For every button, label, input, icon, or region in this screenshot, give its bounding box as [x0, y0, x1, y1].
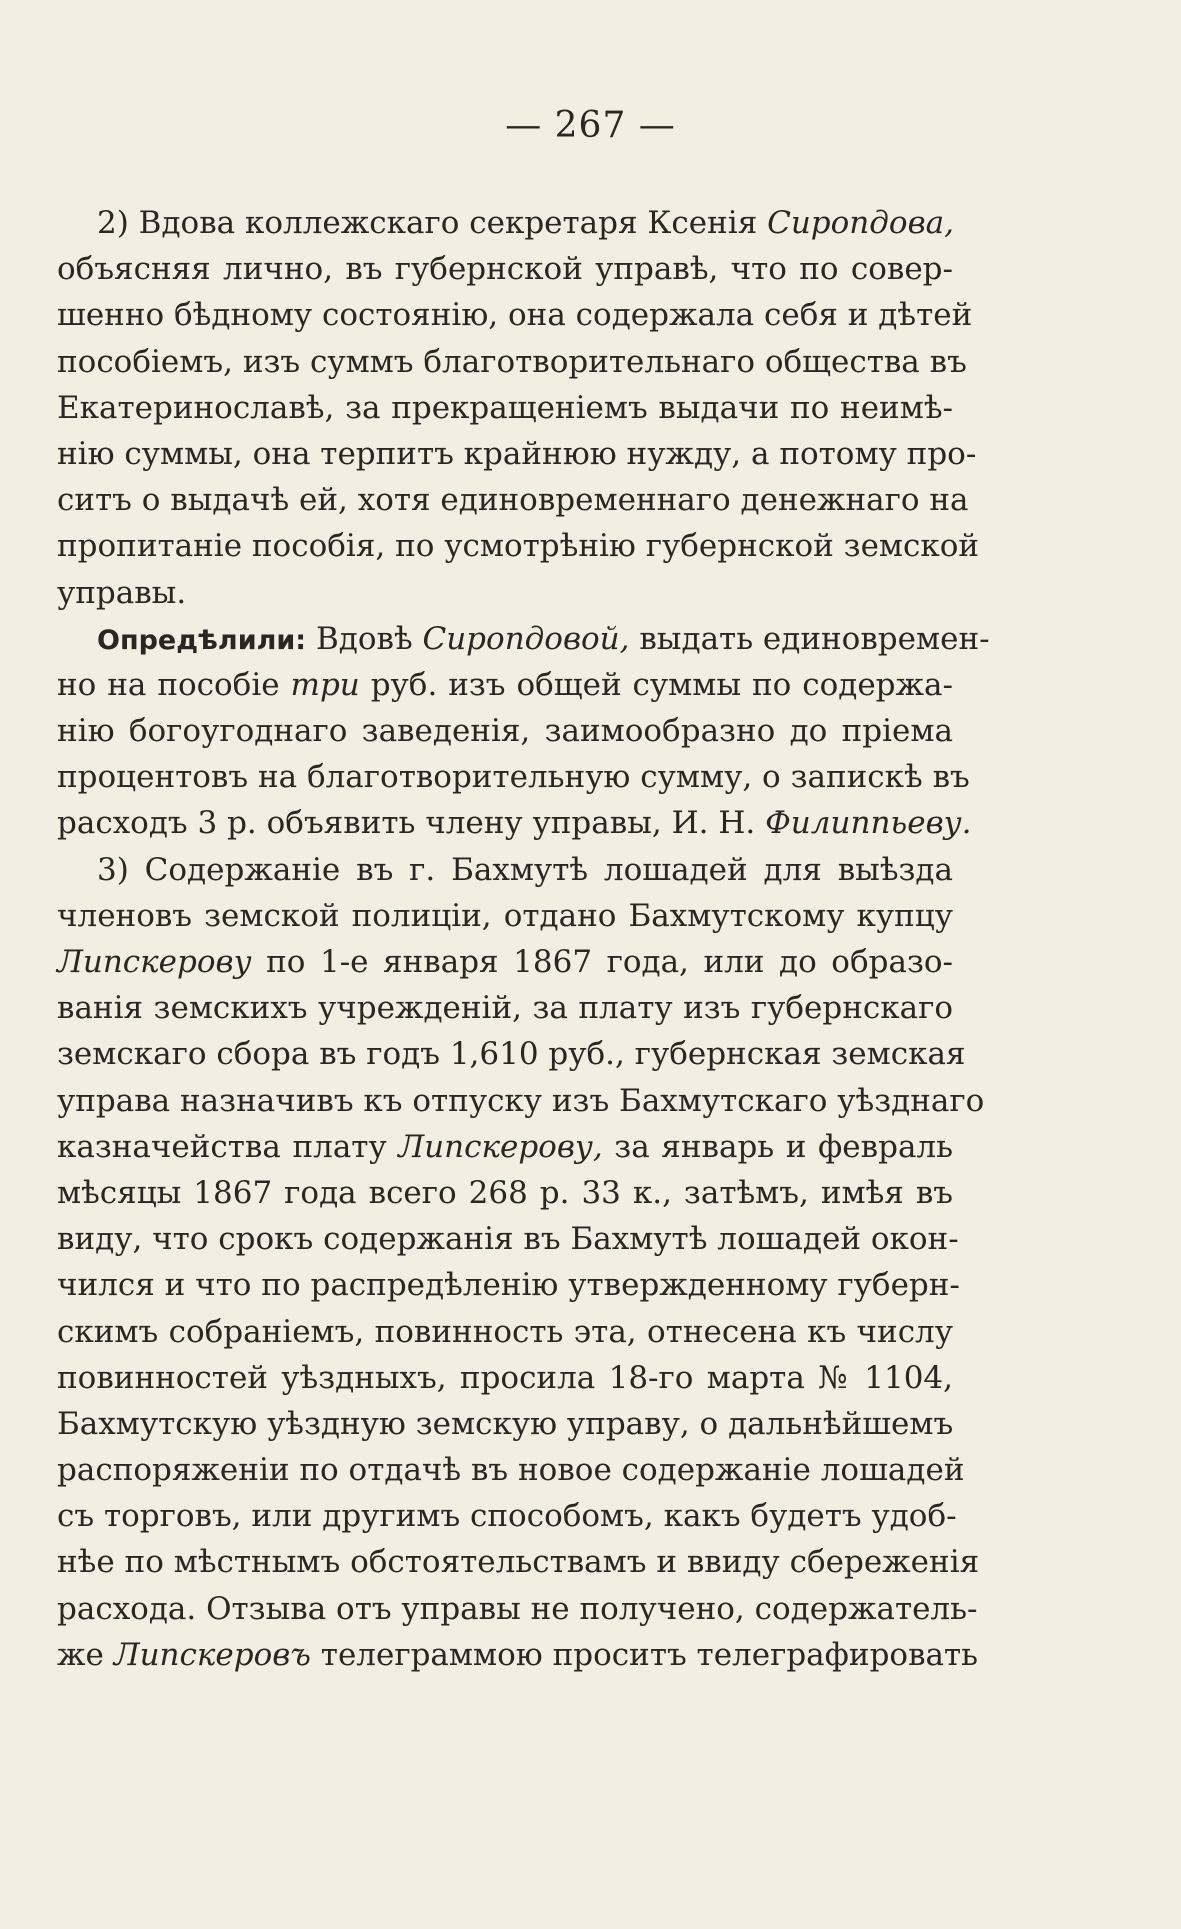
text-line: Липскерову по 1-е января 1867 года, или до образо-: [57, 944, 953, 980]
text-line: объясняя лично, въ губернской управѣ, что по совер-: [57, 251, 953, 288]
resolution-line: Опредѣлили: Вдовѣ Сиропдовой, выдать единовремен-: [97, 620, 990, 657]
text-line: пропитаніе пособія, по усмотрѣнію губернской земской: [57, 528, 980, 565]
text-line: членовъ земской полиціи, отдано Бахмутскому купцу: [57, 897, 953, 934]
text-line: расхода. Отзыва отъ управы не получено, содержатель-: [57, 1590, 978, 1627]
text-line: Екатеринославѣ, за прекращеніемъ выдачи по неимѣ-: [57, 389, 953, 426]
text-line: нію суммы, она терпитъ крайнюю нужду, а потому про-: [57, 435, 977, 472]
text-line: виду, что срокъ содержанія въ Бахмутѣ лошадей окон-: [57, 1221, 959, 1258]
text-line: повинностей уѣздныхъ, просила 18-го марта № 1104,: [57, 1359, 953, 1396]
resolution-heading: Опредѣлили:: [97, 624, 307, 656]
text-line: 3) Содержаніе въ г. Бахмутѣ лошадей для выѣзда: [97, 851, 953, 888]
text-line: мѣсяцы 1867 года всего 268 р. 33 к., затѣмъ, имѣя въ: [57, 1174, 953, 1211]
text-line: пособіемъ, изъ суммъ благотворительнаго общества въ: [57, 343, 967, 380]
text-line: шенно бѣдному состоянію, она содержала себя и дѣтей: [57, 297, 973, 334]
text-line: управы.: [57, 574, 187, 611]
text-line: нію богоугоднаго заведенія, заимообразно до пріема: [57, 713, 953, 750]
text-line: чился и что по распредѣленію утвержденному губерн-: [57, 1267, 960, 1304]
text-line: 2) Вдова коллежскаго секретаря Ксенія Сиропдова,: [97, 205, 954, 241]
text-line: съ торговъ, или другимъ способомъ, какъ будетъ удоб-: [57, 1498, 957, 1535]
text-line: управа назначивъ къ отпуску изъ Бахмутскаго уѣзднаго: [57, 1082, 985, 1119]
text-line: процентовъ на благотворительную сумму, о запискѣ въ: [57, 759, 970, 796]
text-line: распоряженіи по отдачѣ въ новое содержаніе лошадей: [57, 1452, 965, 1489]
text-line: скимъ собраніемъ, повинность эта, отнесена къ числу: [57, 1313, 953, 1350]
text-line: Бахмутскую уѣздную земскую управу, о дальнѣйшемъ: [57, 1405, 954, 1442]
text-line: но на пособіе три руб. изъ общей суммы по содержа-: [57, 666, 953, 703]
page-number: — 267 —: [505, 105, 676, 146]
text-line: же Липскеровъ телеграммою проситъ телеграфировать: [57, 1636, 979, 1673]
text-line: ситъ о выдачѣ ей, хотя единовременнаго денежнаго на: [57, 482, 969, 519]
text-line: ванія земскихъ учрежденій, за плату изъ губернскаго: [57, 990, 953, 1027]
text-line: расходъ 3 р. объявить члену управы, И. Н. Филиппьеву.: [57, 805, 972, 842]
text-line: земскаго сбора въ годъ 1,610 руб., губернская земская: [57, 1036, 966, 1073]
text-line: нѣе по мѣстнымъ обстоятельствамъ и ввиду сбереженія: [57, 1544, 980, 1581]
text-line: казначейства плату Липскерову, за январь и февраль: [57, 1128, 953, 1165]
body-text: [57, 200, 990, 1678]
